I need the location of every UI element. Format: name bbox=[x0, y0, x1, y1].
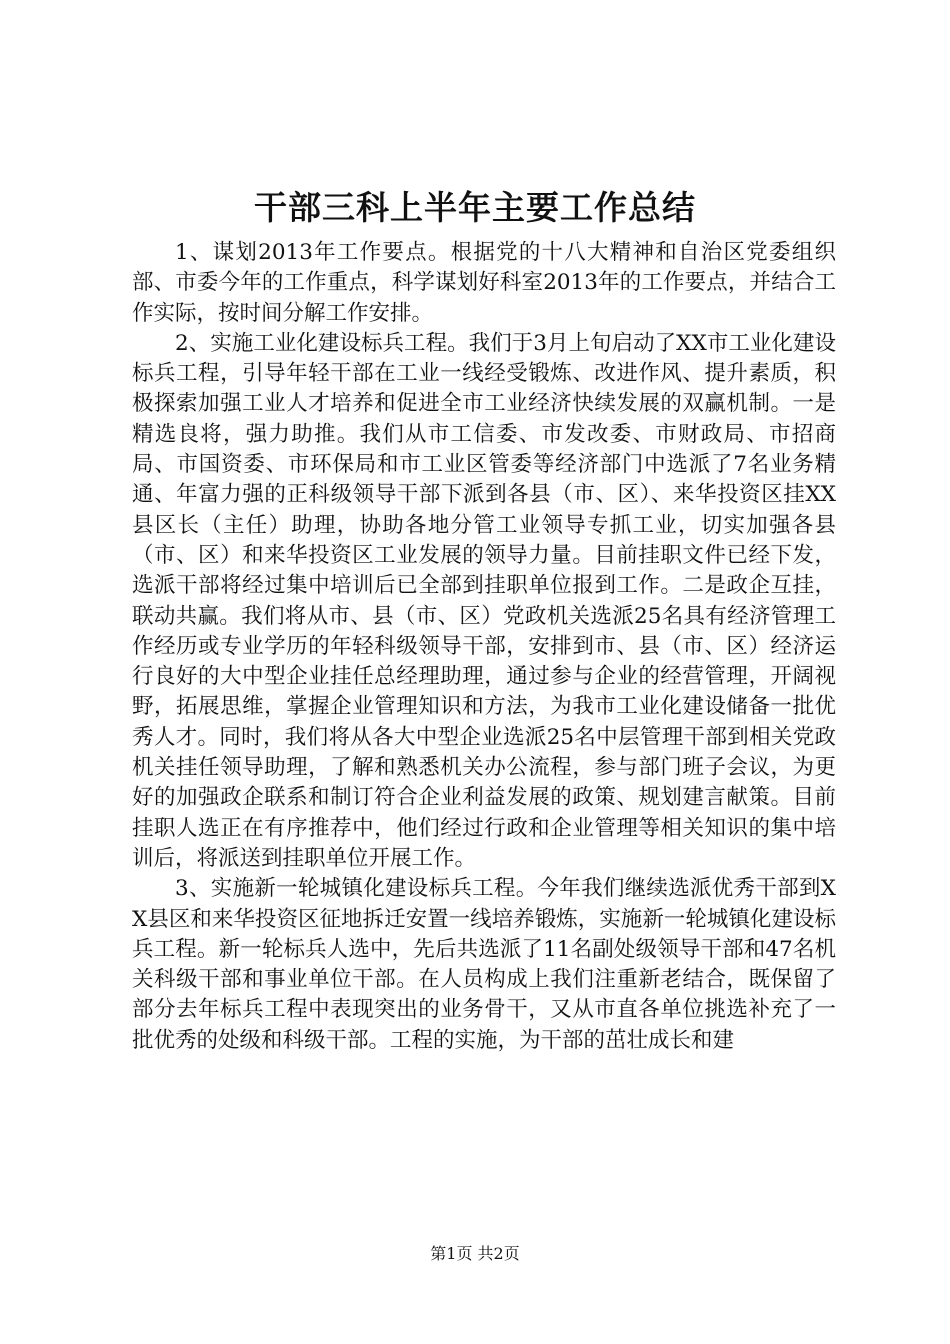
paragraph-1: 1、谋划2013年工作要点。根据党的十八大精神和自治区党委组织部、市委今年的工作重点，科学谋划好科室2013年的工作要点，并结合工作实际，按时间分解工作安排。 bbox=[132, 240, 836, 326]
page-footer: 第1页 共2页 bbox=[430, 1244, 520, 1263]
document-body bbox=[132, 238, 836, 1056]
paragraph-3: 3、实施新一轮城镇化建设标兵工程。今年我们继续选派优秀干部到XX县区和来华投资区征地拆迁安置一线培养锻炼，实施新一轮城镇化建设标兵工程。新一轮标兵人选中，先后共选派了11名副处级领导干部和47名机关科级干部和事业单位干部。在人员构成上我们注重新老结合，既保留了部分去年标兵工程中表现突出的业务骨干，又从市直各单位挑选补充了一批优秀的处级和科级干部。工程的实施，为干部的茁壮成长和建 bbox=[132, 876, 836, 1053]
paragraph-2: 2、实施工业化建设标兵工程。我们于3月上旬启动了XX市工业化建设标兵工程，引导年轻干部在工业一线经受锻炼、改进作风、提升素质，积极探索加强工业人才培养和促进全市工业经济快续发展的双赢机制。一是精选良将，强力助推。我们从市工信委、市发改委、市财政局、市招商局、市国资委、市环保局和市工业区管委等经济部门中选派了7名业务精通、年富力强的正科级领导干部下派到各县（市、区）、来华投资区挂XX县区长（主任）助理，协助各地分管工业领导专抓工业，切实加强各县（市、区）和来华投资区工业发展的领导力量。目前挂职文件已经下发，选派干部将经过集中培训后已全部到挂职单位报到工作。二是政企互挂，联动共赢。我们将从市、县（市、区）党政机关选派25名具有经济管理工作经历或专业学历的年轻科级领导干部，安排到市、县（市、区）经济运行良好的大中型企业挂任总经理助理，通过参与企业的经营管理，开阔视野，拓展思维，掌握企业管理知识和方法，为我市工业化建设储备一批优秀人才。同时，我们将从各大中型企业选派25名中层管理干部到相关党政机关挂任领导助理，了解和熟悉机关办公流程，参与部门班子会议，为更好的加强政企联系和制订符合企业利益发展的政策、规划建言献策。目前挂职人选正在有序推荐中，他们经过行政和企业管理等相关知识的集中培训后，将派送到挂职单位开展工作。 bbox=[132, 330, 836, 871]
document-title: 干部三科上半年主要工作总结 bbox=[254, 188, 696, 227]
